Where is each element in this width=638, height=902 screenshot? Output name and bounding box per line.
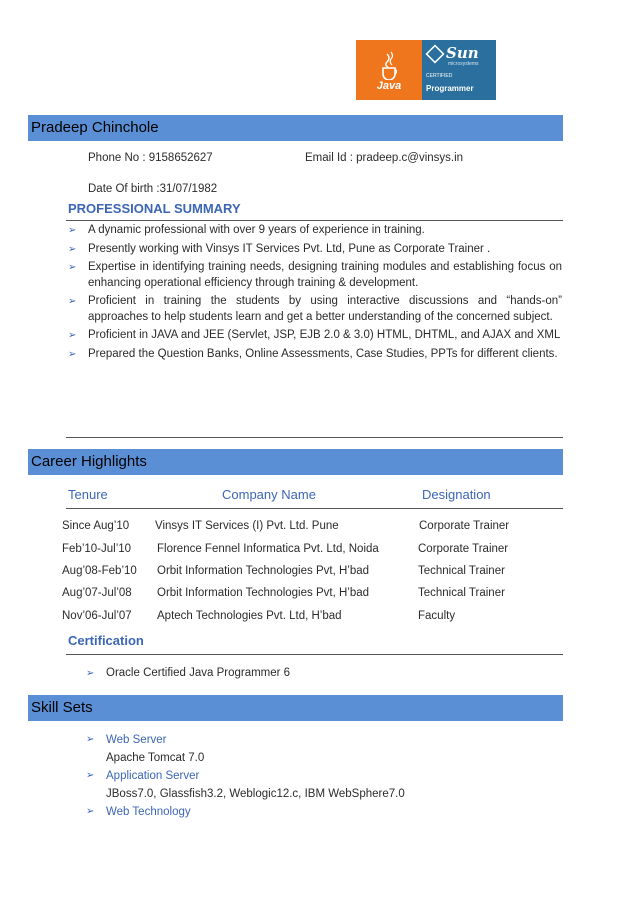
certification-logo bbox=[356, 40, 496, 100]
skill-label: Web Technology bbox=[106, 806, 191, 818]
tenure-cell: Feb’10-Jul’10 bbox=[62, 543, 132, 555]
programmer-label: Programmer bbox=[426, 84, 474, 93]
company-cell: Orbit Information Technologies Pvt, H’bad bbox=[157, 587, 370, 599]
phone-number: Phone No : 9158652627 bbox=[88, 152, 213, 164]
summary-item: ➢ Proficient in JAVA and JEE (Servlet, JSP, EJB 2.0 & 3.0) HTML, DHTML, and AJAX and XML bbox=[66, 328, 562, 344]
summary-item: ➢ Prepared the Question Banks, Online Assessments, Case Studies, PPTs for different clients. bbox=[66, 347, 562, 363]
skill-detail: JBoss7.0, Glassfish3.2, Weblogic12.c, IBM WebSphere7.0 bbox=[106, 788, 405, 800]
skill-label: Web Server bbox=[106, 734, 167, 746]
java-label: Java bbox=[376, 80, 402, 92]
candidate-name: Pradeep Chinchole bbox=[31, 119, 159, 136]
arrow-bullet-icon: ➢ bbox=[86, 806, 95, 817]
sun-label: Sun bbox=[446, 44, 479, 62]
company-cell: Vinsys IT Services (I) Pvt. Ltd. Pune bbox=[155, 520, 339, 532]
designation-cell: Corporate Trainer bbox=[419, 520, 510, 532]
certification-heading: Certification bbox=[68, 633, 144, 648]
skill-label: Application Server bbox=[106, 770, 200, 782]
certification-divider bbox=[66, 654, 563, 655]
company-header: Company Name bbox=[222, 487, 316, 502]
sun-sub-label: microsystems bbox=[448, 61, 479, 67]
tenure-cell: Nov’06-Jul’07 bbox=[62, 610, 132, 622]
arrow-bullet-icon: ➢ bbox=[68, 330, 77, 341]
summary-item: ➢ Expertise in identifying training needs, designing training modules and establishing focus on enhancing operational efficiency through training & development. bbox=[68, 261, 562, 289]
company-cell: Aptech Technologies Pvt. Ltd, H’bad bbox=[157, 610, 342, 622]
designation-cell: Technical Trainer bbox=[418, 565, 505, 577]
skills-heading: Skill Sets bbox=[31, 699, 93, 716]
skill-detail: Apache Tomcat 7.0 bbox=[106, 752, 205, 764]
skill-item bbox=[84, 731, 524, 749]
career-table-divider bbox=[66, 508, 563, 509]
summary-divider bbox=[66, 220, 563, 221]
tenure-cell: Since Aug’10 bbox=[62, 520, 130, 532]
java-cup-icon bbox=[356, 40, 422, 80]
company-cell: Orbit Information Technologies Pvt, H’bad bbox=[157, 565, 370, 577]
arrow-bullet-icon: ➢ bbox=[68, 262, 77, 273]
sun-logo bbox=[422, 40, 496, 100]
arrow-bullet-icon: ➢ bbox=[68, 296, 77, 307]
email-id: Email Id : pradeep.c@vinsys.in bbox=[305, 152, 464, 164]
designation-header: Designation bbox=[422, 487, 491, 502]
sun-emblem-icon bbox=[425, 44, 445, 64]
date-of-birth: Date Of birth :31/07/1982 bbox=[88, 183, 218, 195]
arrow-bullet-icon: ➢ bbox=[86, 770, 95, 781]
skills-list bbox=[84, 731, 524, 821]
summary-item: ➢ Presently working with Vinsys IT Services Pvt. Ltd, Pune as Corporate Trainer . bbox=[66, 242, 562, 258]
summary-heading: PROFESSIONAL SUMMARY bbox=[68, 201, 241, 216]
career-bar bbox=[28, 449, 563, 475]
arrow-bullet-icon: ➢ bbox=[86, 668, 95, 679]
arrow-bullet-icon: ➢ bbox=[68, 243, 77, 255]
java-logo bbox=[356, 40, 422, 100]
skill-item bbox=[84, 767, 524, 785]
designation-cell: Corporate Trainer bbox=[418, 543, 509, 555]
arrow-bullet-icon: ➢ bbox=[68, 225, 77, 236]
company-cell: Florence Fennel Informatica Pvt. Ltd, Noida bbox=[157, 543, 379, 555]
summary-item: ➢ A dynamic professional with over 9 years of experience in training. bbox=[66, 223, 562, 239]
designation-cell: Technical Trainer bbox=[418, 587, 505, 599]
tenure-header: Tenure bbox=[68, 487, 108, 502]
career-heading: Career Highlights bbox=[31, 453, 147, 470]
summary-bottom-divider bbox=[66, 437, 563, 438]
skill-item bbox=[84, 803, 524, 821]
arrow-bullet-icon: ➢ bbox=[68, 348, 77, 360]
summary-list bbox=[66, 223, 562, 365]
name-bar bbox=[28, 115, 563, 141]
designation-cell: Faculty bbox=[418, 610, 456, 622]
certification-item: ➢ Oracle Certified Java Programmer 6 bbox=[84, 666, 484, 682]
tenure-cell: Aug’08-Feb’10 bbox=[62, 565, 137, 577]
arrow-bullet-icon: ➢ bbox=[86, 734, 95, 745]
certification-list bbox=[84, 666, 484, 685]
skills-bar bbox=[28, 695, 563, 721]
certified-label: CERTIFIED bbox=[426, 73, 453, 79]
tenure-cell: Aug’07-Jul’08 bbox=[62, 587, 132, 599]
summary-item: ➢ Proficient in training the students by using interactive discussions and “hands-on” approaches to help students learn and get a better understanding of the concerned subject. bbox=[68, 295, 562, 323]
